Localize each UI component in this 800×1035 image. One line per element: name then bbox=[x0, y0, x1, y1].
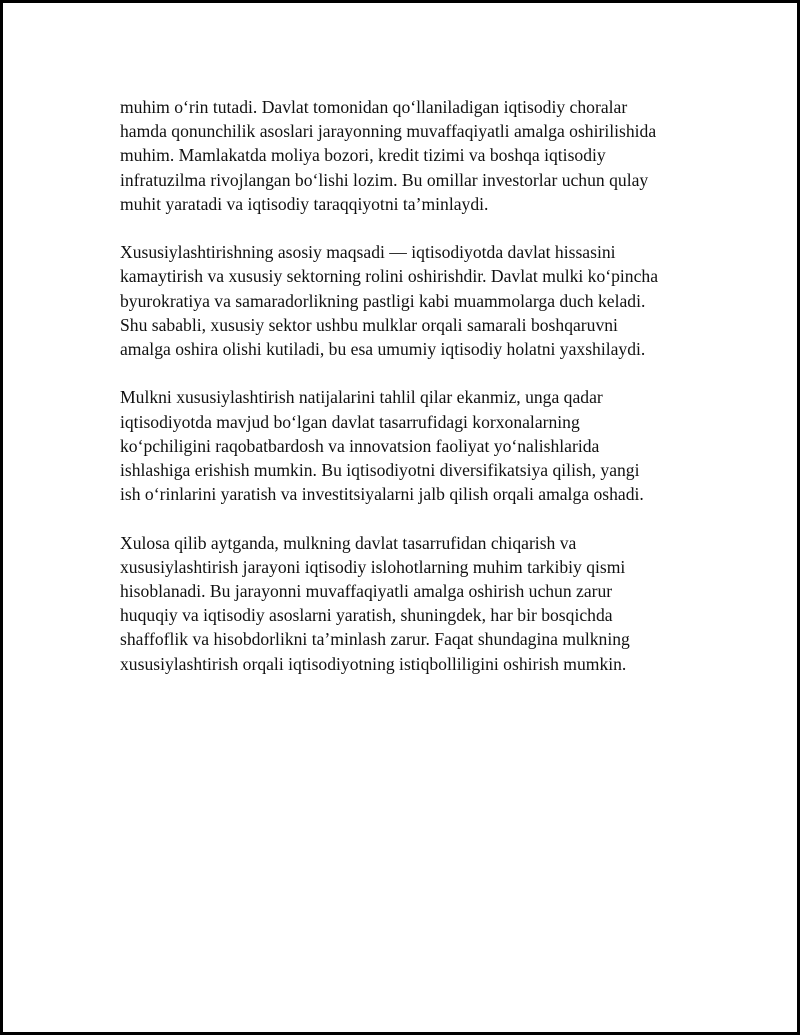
paragraph-4 bbox=[120, 531, 710, 676]
text-line: amalga oshira olishi kutiladi, bu esa umumiy iqtisodiy holatni yaxshilaydi. bbox=[120, 339, 646, 360]
text-line: xususiylashtirish jarayoni iqtisodiy islohotlarning muhim tarkibiy qismi bbox=[120, 556, 626, 577]
text-line: muhit yaratadi va iqtisodiy taraqqiyotni ta’minlaydi. bbox=[120, 193, 489, 214]
text-line: byurokratiya va samaradorlikning pastligi kabi muammolarga duch keladi. bbox=[120, 290, 646, 311]
text-line: ko‘pchiligini raqobatbardosh va innovatsion faoliyat yo‘nalishlarida bbox=[120, 435, 600, 456]
text-line: Xususiylashtirishning asosiy maqsadi — iqtisodiyotda davlat hissasini bbox=[120, 242, 616, 263]
paragraph-1 bbox=[120, 95, 710, 216]
text-line: muhim o‘rin tutadi. Davlat tomonidan qo‘llaniladigan iqtisodiy choralar bbox=[120, 97, 628, 117]
paragraph-3 bbox=[120, 385, 710, 506]
text-line: iqtisodiyotda mavjud bo‘lgan davlat tasarrufidagi korxonalarning bbox=[120, 411, 580, 432]
paragraph-2 bbox=[120, 240, 710, 361]
document-body bbox=[120, 95, 710, 700]
text-line: hamda qonunchilik asoslari jarayonning muvaffaqiyatli amalga oshirilishida bbox=[120, 121, 657, 142]
text-line: ish o‘rinlarini yaratish va investitsiyalarni jalb qilish orqali amalga oshadi. bbox=[120, 484, 644, 505]
text-line: hisoblanadi. Bu jarayonni muvaffaqiyatli amalga oshirish uchun zarur bbox=[120, 581, 613, 602]
text-line: ishlashiga erishish mumkin. Bu iqtisodiyotni diversifikatsiya qilish, yangi bbox=[120, 460, 640, 481]
text-line: muhim. Mamlakatda moliya bozori, kredit tizimi va boshqa iqtisodiy bbox=[120, 145, 606, 166]
text-line: xususiylashtirish orqali iqtisodiyotning istiqbolliligini oshirish mumkin. bbox=[120, 653, 627, 674]
text-line: Shu sababli, xususiy sektor ushbu mulklar orqali samarali boshqaruvni bbox=[120, 314, 618, 335]
text-line: huquqiy va iqtisodiy asoslarni yaratish, shuningdek, har bir bosqichda bbox=[120, 605, 613, 626]
text-line: Xulosa qilib aytganda, mulkning davlat tasarrufidan chiqarish va bbox=[120, 532, 577, 553]
text-line: kamaytirish va xususiy sektorning rolini oshirishdir. Davlat mulki ko‘pincha bbox=[120, 266, 659, 287]
text-line: infratuzilma rivojlangan bo‘lishi lozim. Bu omillar investorlar uchun qulay bbox=[120, 169, 649, 190]
text-line: Mulkni xususiylashtirish natijalarini tahlil qilar ekanmiz, unga qadar bbox=[120, 387, 603, 408]
text-line: shaffoflik va hisobdorlikni ta’minlash zarur. Faqat shundagina mulkning bbox=[120, 629, 630, 650]
